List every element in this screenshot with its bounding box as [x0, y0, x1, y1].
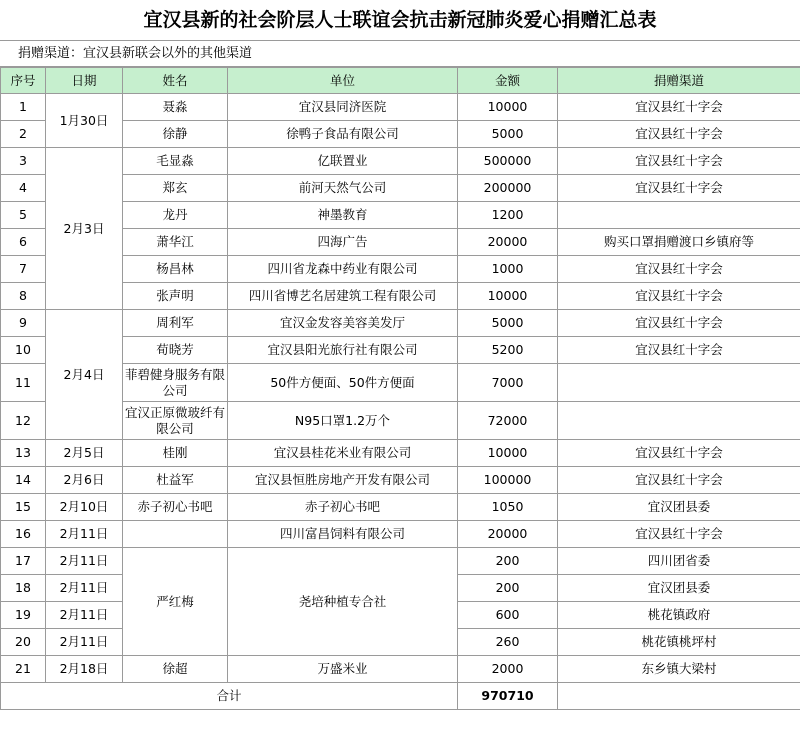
table-header-row [1, 68, 800, 94]
cell-name: 徐静 [123, 121, 228, 148]
cell-unit: 四川富昌饲料有限公司 [228, 521, 458, 548]
cell-unit: 神墨教育 [228, 202, 458, 229]
cell-channel: 宜汉县红十字会 [558, 521, 800, 548]
cell-date: 2月11日 [46, 521, 123, 548]
cell-unit: 宜汉县桂花米业有限公司 [228, 440, 458, 467]
cell-no: 19 [1, 602, 46, 629]
cell-unit: 宜汉县阳光旅行社有限公司 [228, 337, 458, 364]
cell-amount: 2000 [458, 656, 558, 683]
cell-no: 4 [1, 175, 46, 202]
table-row [1, 148, 800, 175]
cell-no: 12 [1, 402, 46, 440]
cell-name: 杨昌林 [123, 256, 228, 283]
sheet-title: 宜汉县新的社会阶层人士联谊会抗击新冠肺炎爱心捐赠汇总表 [0, 0, 800, 41]
table-row [1, 521, 800, 548]
total-row [1, 683, 800, 710]
cell-unit: 亿联置业 [228, 148, 458, 175]
cell-channel: 桃花镇政府 [558, 602, 800, 629]
cell-channel: 购买口罩捐赠渡口乡镇府等 [558, 229, 800, 256]
cell-unit: N95口罩1.2万个 [228, 402, 458, 440]
cell-unit: 50件方便面、50件方便面 [228, 364, 458, 402]
cell-amount: 600 [458, 602, 558, 629]
cell-unit: 尧培种植专合社 [228, 548, 458, 656]
cell-amount: 10000 [458, 440, 558, 467]
cell-no: 5 [1, 202, 46, 229]
cell-name: 严红梅 [123, 548, 228, 656]
cell-amount: 260 [458, 629, 558, 656]
cell-channel: 宜汉县红十字会 [558, 256, 800, 283]
cell-no: 6 [1, 229, 46, 256]
header-no: 序号 [1, 68, 46, 94]
cell-no: 14 [1, 467, 46, 494]
header-name: 姓名 [123, 68, 228, 94]
cell-amount: 500000 [458, 148, 558, 175]
cell-no: 21 [1, 656, 46, 683]
header-unit: 单位 [228, 68, 458, 94]
table-row [1, 310, 800, 337]
cell-name [123, 521, 228, 548]
cell-date: 1月30日 [46, 94, 123, 148]
total-amount: 970710 [458, 683, 558, 710]
table-row [1, 440, 800, 467]
cell-date: 2月5日 [46, 440, 123, 467]
cell-date: 2月11日 [46, 575, 123, 602]
cell-amount: 200 [458, 548, 558, 575]
cell-unit: 四海广告 [228, 229, 458, 256]
cell-date: 2月4日 [46, 310, 123, 440]
cell-no: 13 [1, 440, 46, 467]
cell-channel: 宜汉县红十字会 [558, 467, 800, 494]
cell-amount: 72000 [458, 402, 558, 440]
cell-name: 毛显淼 [123, 148, 228, 175]
cell-amount: 1050 [458, 494, 558, 521]
cell-no: 10 [1, 337, 46, 364]
cell-amount: 200000 [458, 175, 558, 202]
cell-no: 20 [1, 629, 46, 656]
cell-amount: 5000 [458, 121, 558, 148]
cell-name: 荀晓芳 [123, 337, 228, 364]
total-label: 合计 [1, 683, 458, 710]
cell-no: 11 [1, 364, 46, 402]
cell-date: 2月11日 [46, 629, 123, 656]
cell-no: 2 [1, 121, 46, 148]
cell-unit: 赤子初心书吧 [228, 494, 458, 521]
cell-unit: 宜汉县同济医院 [228, 94, 458, 121]
cell-channel [558, 202, 800, 229]
cell-amount: 1000 [458, 256, 558, 283]
cell-unit: 宜汉金发容美容美发厅 [228, 310, 458, 337]
table-row [1, 656, 800, 683]
cell-amount: 100000 [458, 467, 558, 494]
cell-date: 2月11日 [46, 548, 123, 575]
table-row [1, 94, 800, 121]
total-channel-empty [558, 683, 800, 710]
cell-date: 2月10日 [46, 494, 123, 521]
cell-name: 徐超 [123, 656, 228, 683]
cell-no: 9 [1, 310, 46, 337]
cell-no: 15 [1, 494, 46, 521]
cell-channel: 东乡镇大梁村 [558, 656, 800, 683]
cell-channel: 宜汉县红十字会 [558, 175, 800, 202]
cell-channel: 宜汉团县委 [558, 494, 800, 521]
cell-name: 郑玄 [123, 175, 228, 202]
cell-channel: 宜汉县红十字会 [558, 148, 800, 175]
cell-no: 18 [1, 575, 46, 602]
cell-channel: 宜汉县红十字会 [558, 94, 800, 121]
cell-amount: 10000 [458, 94, 558, 121]
cell-channel: 宜汉县红十字会 [558, 283, 800, 310]
cell-name: 聂淼 [123, 94, 228, 121]
cell-unit: 徐鸭子食品有限公司 [228, 121, 458, 148]
cell-no: 3 [1, 148, 46, 175]
cell-channel: 宜汉县红十字会 [558, 337, 800, 364]
cell-channel: 宜汉团县委 [558, 575, 800, 602]
cell-unit: 四川省博艺名居建筑工程有限公司 [228, 283, 458, 310]
cell-date: 2月18日 [46, 656, 123, 683]
cell-name: 张声明 [123, 283, 228, 310]
cell-channel: 宜汉县红十字会 [558, 440, 800, 467]
cell-channel [558, 364, 800, 402]
cell-channel: 四川团省委 [558, 548, 800, 575]
cell-unit: 四川省龙森中药业有限公司 [228, 256, 458, 283]
cell-unit: 前河天然气公司 [228, 175, 458, 202]
cell-amount: 5000 [458, 310, 558, 337]
cell-name: 赤子初心书吧 [123, 494, 228, 521]
table-row [1, 548, 800, 575]
header-date: 日期 [46, 68, 123, 94]
cell-channel: 宜汉县红十字会 [558, 121, 800, 148]
cell-channel: 桃花镇桃坪村 [558, 629, 800, 656]
cell-amount: 10000 [458, 283, 558, 310]
cell-date: 2月6日 [46, 467, 123, 494]
cell-amount: 200 [458, 575, 558, 602]
cell-name: 周利军 [123, 310, 228, 337]
cell-unit: 宜汉县恒胜房地产开发有限公司 [228, 467, 458, 494]
donation-table [0, 67, 800, 710]
cell-amount: 7000 [458, 364, 558, 402]
sheet-subtitle: 捐赠渠道：宜汉县新联会以外的其他渠道 [0, 41, 800, 67]
cell-amount: 20000 [458, 229, 558, 256]
cell-date: 2月3日 [46, 148, 123, 310]
table-row [1, 467, 800, 494]
cell-name: 杜益军 [123, 467, 228, 494]
cell-no: 8 [1, 283, 46, 310]
cell-channel [558, 402, 800, 440]
cell-no: 17 [1, 548, 46, 575]
cell-date: 2月11日 [46, 602, 123, 629]
cell-no: 1 [1, 94, 46, 121]
header-channel: 捐赠渠道 [558, 68, 800, 94]
cell-name: 宜汉正原微玻纤有限公司 [123, 402, 228, 440]
cell-no: 16 [1, 521, 46, 548]
header-amount: 金额 [458, 68, 558, 94]
cell-no: 7 [1, 256, 46, 283]
cell-channel: 宜汉县红十字会 [558, 310, 800, 337]
cell-name: 萧华江 [123, 229, 228, 256]
cell-unit: 万盛米业 [228, 656, 458, 683]
cell-amount: 20000 [458, 521, 558, 548]
cell-name: 桂刚 [123, 440, 228, 467]
cell-name: 龙丹 [123, 202, 228, 229]
table-row [1, 494, 800, 521]
cell-amount: 5200 [458, 337, 558, 364]
cell-name: 菲碧健身服务有限公司 [123, 364, 228, 402]
cell-amount: 1200 [458, 202, 558, 229]
